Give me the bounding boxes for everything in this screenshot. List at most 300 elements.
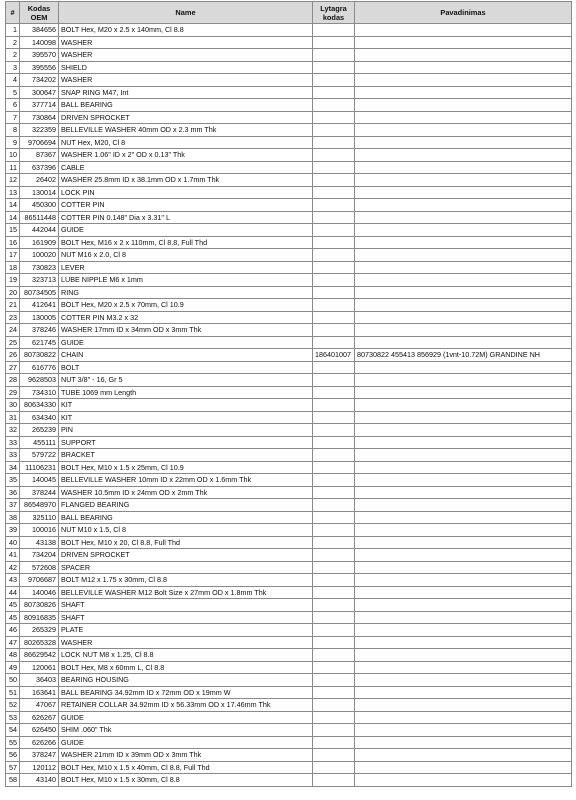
oem-code: 43138 (20, 536, 59, 549)
row-number: 11 (6, 161, 20, 174)
pavadinimas-text (355, 774, 572, 787)
table-row (6, 749, 572, 762)
pavadinimas-text (355, 449, 572, 462)
oem-code: 100020 (20, 249, 59, 262)
oem-code: 325110 (20, 511, 59, 524)
table-row (6, 636, 572, 649)
pavadinimas-text (355, 261, 572, 274)
pavadinimas-text (355, 474, 572, 487)
lytagra-code (313, 136, 355, 149)
row-number: 49 (6, 661, 20, 674)
pavadinimas-text (355, 186, 572, 199)
row-number: 37 (6, 499, 20, 512)
table-row (6, 349, 572, 362)
oem-code: 395556 (20, 61, 59, 74)
table-row (6, 299, 572, 312)
part-name: BOLT Hex, M10 x 1.5 x 25mm, Cl 10.9 (59, 461, 313, 474)
lytagra-code (313, 586, 355, 599)
lytagra-code (313, 561, 355, 574)
row-number: 50 (6, 674, 20, 687)
parts-table (5, 1, 572, 787)
lytagra-code (313, 536, 355, 549)
lytagra-code (313, 86, 355, 99)
lytagra-code (313, 211, 355, 224)
row-number: 52 (6, 699, 20, 712)
lytagra-code (313, 36, 355, 49)
table-row (6, 211, 572, 224)
part-name: KIT (59, 399, 313, 412)
oem-code: 80730822 (20, 349, 59, 362)
oem-code: 572608 (20, 561, 59, 574)
row-number: 46 (6, 624, 20, 637)
row-number: 7 (6, 111, 20, 124)
lytagra-code (313, 249, 355, 262)
row-number: 32 (6, 424, 20, 437)
pavadinimas-text (355, 424, 572, 437)
lytagra-code (313, 274, 355, 287)
part-name: LUBE NIPPLE M6 x 1mm (59, 274, 313, 287)
lytagra-code (313, 149, 355, 162)
oem-code: 265239 (20, 424, 59, 437)
part-name: WASHER (59, 636, 313, 649)
part-name: BALL BEARING 34.92mm ID x 72mm OD x 19mm W (59, 686, 313, 699)
row-number: 51 (6, 686, 20, 699)
row-number: 39 (6, 524, 20, 537)
pavadinimas-text (355, 174, 572, 187)
part-name: PLATE (59, 624, 313, 637)
lytagra-code (313, 661, 355, 674)
part-name: SPACER (59, 561, 313, 574)
part-name: BALL BEARING (59, 99, 313, 112)
table-row (6, 374, 572, 387)
pavadinimas-text (355, 736, 572, 749)
oem-code: 621745 (20, 336, 59, 349)
table-row (6, 274, 572, 287)
part-name: NUT 3/8" - 16, Gr 5 (59, 374, 313, 387)
lytagra-code (313, 436, 355, 449)
table-row (6, 336, 572, 349)
lytagra-code (313, 449, 355, 462)
pavadinimas-text (355, 674, 572, 687)
part-name: WASHER 1.06" ID x 2" OD x 0.13" Thk (59, 149, 313, 162)
pavadinimas-text (355, 61, 572, 74)
oem-code: 130014 (20, 186, 59, 199)
row-number: 8 (6, 124, 20, 137)
part-name: NUT M16 x 2.0, Cl 8 (59, 249, 313, 262)
pavadinimas-text (355, 561, 572, 574)
part-name: BOLT Hex, M20 x 2.5 x 140mm, Cl 8.8 (59, 24, 313, 37)
table-row (6, 536, 572, 549)
part-name: LEVER (59, 261, 313, 274)
oem-code: 734310 (20, 386, 59, 399)
oem-code: 163641 (20, 686, 59, 699)
row-number: 14 (6, 199, 20, 212)
oem-code: 9706694 (20, 136, 59, 149)
pavadinimas-text (355, 411, 572, 424)
oem-code: 730823 (20, 261, 59, 274)
lytagra-code (313, 111, 355, 124)
oem-code: 80265328 (20, 636, 59, 649)
row-number: 26 (6, 349, 20, 362)
lytagra-code (313, 761, 355, 774)
row-number: 20 (6, 286, 20, 299)
pavadinimas-text (355, 211, 572, 224)
pavadinimas-text (355, 399, 572, 412)
table-row (6, 624, 572, 637)
oem-code: 626267 (20, 711, 59, 724)
part-name: KIT (59, 411, 313, 424)
oem-code: 80734505 (20, 286, 59, 299)
oem-code: 43140 (20, 774, 59, 787)
table-row (6, 161, 572, 174)
table-row (6, 49, 572, 62)
table-row (6, 661, 572, 674)
table-row (6, 436, 572, 449)
table-row (6, 711, 572, 724)
row-number: 33 (6, 436, 20, 449)
lytagra-code (313, 611, 355, 624)
row-number: 23 (6, 311, 20, 324)
part-name: LOCK NUT M8 x 1.25, Cl 8.8 (59, 649, 313, 662)
table-row (6, 511, 572, 524)
lytagra-code (313, 674, 355, 687)
table-row (6, 611, 572, 624)
lytagra-code (313, 474, 355, 487)
pavadinimas-text (355, 49, 572, 62)
table-row (6, 736, 572, 749)
table-row (6, 724, 572, 737)
part-name: SHAFT (59, 611, 313, 624)
oem-code: 140046 (20, 586, 59, 599)
pavadinimas-text (355, 724, 572, 737)
oem-code: 637396 (20, 161, 59, 174)
row-number: 40 (6, 536, 20, 549)
lytagra-code (313, 374, 355, 387)
table-row (6, 474, 572, 487)
oem-code: 300647 (20, 86, 59, 99)
table-row (6, 261, 572, 274)
part-name: BOLT Hex, M8 x 60mm L, Cl 8.8 (59, 661, 313, 674)
row-number: 15 (6, 224, 20, 237)
part-name: GUIDE (59, 736, 313, 749)
table-row (6, 461, 572, 474)
row-number: 10 (6, 149, 20, 162)
row-number: 35 (6, 474, 20, 487)
table-row (6, 449, 572, 462)
table-row (6, 761, 572, 774)
lytagra-code (313, 499, 355, 512)
table-row (6, 774, 572, 787)
lytagra-code (313, 174, 355, 187)
lytagra-code (313, 324, 355, 337)
pavadinimas-text (355, 586, 572, 599)
row-number: 48 (6, 649, 20, 662)
pavadinimas-text (355, 699, 572, 712)
table-row (6, 561, 572, 574)
row-number: 28 (6, 374, 20, 387)
oem-code: 80916835 (20, 611, 59, 624)
pavadinimas-text (355, 136, 572, 149)
table-row (6, 86, 572, 99)
header-oem: Kodas OEM (20, 2, 59, 24)
row-number: 13 (6, 186, 20, 199)
table-row (6, 124, 572, 137)
part-name: BOLT M12 x 1.75 x 30mm, Cl 8.8 (59, 574, 313, 587)
pavadinimas-text (355, 86, 572, 99)
lytagra-code (313, 74, 355, 87)
lytagra-code (313, 511, 355, 524)
table-row (6, 136, 572, 149)
oem-code: 378247 (20, 749, 59, 762)
part-name: PIN (59, 424, 313, 437)
row-number: 29 (6, 386, 20, 399)
oem-code: 626450 (20, 724, 59, 737)
pavadinimas-text (355, 336, 572, 349)
row-number: 42 (6, 561, 20, 574)
part-name: SHIM .060" Thk (59, 724, 313, 737)
part-name: CHAIN (59, 349, 313, 362)
oem-code: 80634330 (20, 399, 59, 412)
table-row (6, 249, 572, 262)
pavadinimas-text (355, 661, 572, 674)
pavadinimas-text (355, 711, 572, 724)
lytagra-code (313, 124, 355, 137)
part-name: NUT Hex, M20, Cl 8 (59, 136, 313, 149)
oem-code: 9706687 (20, 574, 59, 587)
lytagra-code (313, 774, 355, 787)
oem-code: 265329 (20, 624, 59, 637)
oem-code: 616776 (20, 361, 59, 374)
row-number: 21 (6, 299, 20, 312)
row-number: 19 (6, 274, 20, 287)
part-name: BELLEVILLE WASHER 10mm ID x 22mm OD x 1.6mm Thk (59, 474, 313, 487)
pavadinimas-text: 80730822 455413 856929 (1vnt-10.72M) GRANDINE NH (355, 349, 572, 362)
pavadinimas-text (355, 161, 572, 174)
lytagra-code (313, 711, 355, 724)
oem-code: 378246 (20, 324, 59, 337)
table-row (6, 361, 572, 374)
row-number: 43 (6, 574, 20, 587)
table-body (6, 24, 572, 787)
table-row (6, 236, 572, 249)
oem-code: 86511448 (20, 211, 59, 224)
lytagra-code (313, 524, 355, 537)
row-number: 57 (6, 761, 20, 774)
lytagra-code (313, 486, 355, 499)
lytagra-code (313, 699, 355, 712)
row-number: 55 (6, 736, 20, 749)
table-row (6, 524, 572, 537)
pavadinimas-text (355, 249, 572, 262)
header-pavadinimas: Pavadinimas (355, 2, 572, 24)
lytagra-code (313, 424, 355, 437)
table-row (6, 286, 572, 299)
table-row (6, 686, 572, 699)
lytagra-code (313, 574, 355, 587)
part-name: BOLT Hex, M10 x 1.5 x 40mm, Cl 8.8, Full Thd (59, 761, 313, 774)
part-name: RETAINER COLLAR 34.92mm ID x 56.33mm OD x 17.46mm Thk (59, 699, 313, 712)
part-name: SUPPORT (59, 436, 313, 449)
oem-code: 130005 (20, 311, 59, 324)
pavadinimas-text (355, 436, 572, 449)
lytagra-code (313, 599, 355, 612)
part-name: DRIVEN SPROCKET (59, 549, 313, 562)
row-number: 6 (6, 99, 20, 112)
lytagra-code (313, 224, 355, 237)
lytagra-code (313, 161, 355, 174)
row-number: 1 (6, 24, 20, 37)
oem-code: 120061 (20, 661, 59, 674)
pavadinimas-text (355, 511, 572, 524)
row-number: 38 (6, 511, 20, 524)
row-number: 33 (6, 449, 20, 462)
pavadinimas-text (355, 124, 572, 137)
oem-code: 377714 (20, 99, 59, 112)
part-name: SHAFT (59, 599, 313, 612)
oem-code: 455111 (20, 436, 59, 449)
table-row (6, 674, 572, 687)
header-name: Name (59, 2, 313, 24)
table-row (6, 586, 572, 599)
header-num: # (6, 2, 20, 24)
oem-code: 322359 (20, 124, 59, 137)
table-row (6, 74, 572, 87)
table-row (6, 499, 572, 512)
oem-code: 626266 (20, 736, 59, 749)
pavadinimas-text (355, 24, 572, 37)
pavadinimas-text (355, 624, 572, 637)
part-name: BELLEVILLE WASHER 40mm OD x 2.3 mm Thk (59, 124, 313, 137)
part-name: COTTER PIN (59, 199, 313, 212)
table-row (6, 386, 572, 399)
pavadinimas-text (355, 199, 572, 212)
row-number: 25 (6, 336, 20, 349)
part-name: DRIVEN SPROCKET (59, 111, 313, 124)
lytagra-code (313, 686, 355, 699)
lytagra-code (313, 299, 355, 312)
pavadinimas-text (355, 286, 572, 299)
part-name: WASHER (59, 49, 313, 62)
part-name: COTTER PIN M3.2 x 32 (59, 311, 313, 324)
oem-code: 100016 (20, 524, 59, 537)
pavadinimas-text (355, 324, 572, 337)
row-number: 14 (6, 211, 20, 224)
lytagra-code (313, 199, 355, 212)
lytagra-code (313, 24, 355, 37)
pavadinimas-text (355, 599, 572, 612)
table-row (6, 186, 572, 199)
pavadinimas-text (355, 486, 572, 499)
row-number: 44 (6, 586, 20, 599)
part-name: WASHER 21mm ID x 39mm OD x 3mm Thk (59, 749, 313, 762)
part-name: SNAP RING M47, Int (59, 86, 313, 99)
part-name: TUBE 1069 mm Length (59, 386, 313, 399)
row-number: 17 (6, 249, 20, 262)
table-row (6, 699, 572, 712)
lytagra-code: 186401007 (313, 349, 355, 362)
table-row (6, 574, 572, 587)
part-name: BEARING HOUSING (59, 674, 313, 687)
row-number: 18 (6, 261, 20, 274)
oem-code: 450300 (20, 199, 59, 212)
lytagra-code (313, 411, 355, 424)
pavadinimas-text (355, 274, 572, 287)
oem-code: 87367 (20, 149, 59, 162)
header-row (6, 2, 572, 24)
row-number: 30 (6, 399, 20, 412)
part-name: WASHER 17mm ID x 34mm OD x 3mm Thk (59, 324, 313, 337)
table-row (6, 149, 572, 162)
pavadinimas-text (355, 686, 572, 699)
row-number: 58 (6, 774, 20, 787)
part-name: RING (59, 286, 313, 299)
pavadinimas-text (355, 636, 572, 649)
part-name: BRACKET (59, 449, 313, 462)
table-row (6, 199, 572, 212)
pavadinimas-text (355, 649, 572, 662)
pavadinimas-text (355, 299, 572, 312)
part-name: GUIDE (59, 711, 313, 724)
oem-code: 120112 (20, 761, 59, 774)
oem-code: 80730826 (20, 599, 59, 612)
table-row (6, 36, 572, 49)
pavadinimas-text (355, 374, 572, 387)
lytagra-code (313, 399, 355, 412)
table-header (6, 2, 572, 24)
row-number: 47 (6, 636, 20, 649)
table-row (6, 324, 572, 337)
lytagra-code (313, 361, 355, 374)
part-name: CABLE (59, 161, 313, 174)
lytagra-code (313, 624, 355, 637)
oem-code: 9628503 (20, 374, 59, 387)
oem-code: 734202 (20, 74, 59, 87)
row-number: 54 (6, 724, 20, 737)
oem-code: 730864 (20, 111, 59, 124)
pavadinimas-text (355, 611, 572, 624)
part-name: BOLT Hex, M10 x 1.5 x 30mm, Cl 8.8 (59, 774, 313, 787)
lytagra-code (313, 261, 355, 274)
oem-code: 378244 (20, 486, 59, 499)
oem-code: 26402 (20, 174, 59, 187)
part-name: WASHER (59, 74, 313, 87)
row-number: 53 (6, 711, 20, 724)
table-row (6, 424, 572, 437)
pavadinimas-text (355, 236, 572, 249)
part-name: BOLT Hex, M16 x 2 x 110mm, Cl 8.8, Full Thd (59, 236, 313, 249)
row-number: 27 (6, 361, 20, 374)
table-row (6, 174, 572, 187)
lytagra-code (313, 549, 355, 562)
oem-code: 86629542 (20, 649, 59, 662)
lytagra-code (313, 336, 355, 349)
pavadinimas-text (355, 361, 572, 374)
pavadinimas-text (355, 36, 572, 49)
pavadinimas-text (355, 749, 572, 762)
table-row (6, 599, 572, 612)
oem-code: 734204 (20, 549, 59, 562)
pavadinimas-text (355, 536, 572, 549)
oem-code: 579722 (20, 449, 59, 462)
pavadinimas-text (355, 149, 572, 162)
row-number: 5 (6, 86, 20, 99)
lytagra-code (313, 99, 355, 112)
lytagra-code (313, 49, 355, 62)
lytagra-code (313, 311, 355, 324)
oem-code: 140045 (20, 474, 59, 487)
row-number: 45 (6, 611, 20, 624)
pavadinimas-text (355, 74, 572, 87)
